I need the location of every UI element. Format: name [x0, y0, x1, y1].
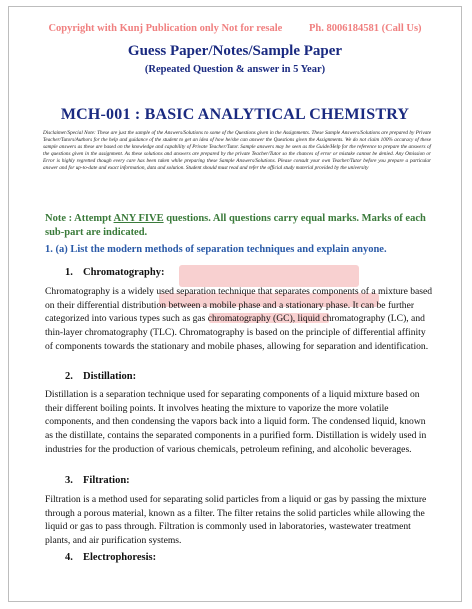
section-number: 1.: [65, 267, 73, 278]
note-prefix: Note : Attempt: [45, 213, 114, 224]
exam-note: [45, 212, 429, 239]
course-title: MCH-001 : BASIC ANALYTICAL CHEMISTRY: [60, 106, 410, 123]
phone-text: Ph. 8006184581 (Call Us): [308, 23, 422, 34]
question-heading: 1. (a) List the modern methods of separation techniques and explain anyone.: [45, 244, 387, 255]
section-body-chromatography: Chromatography is a widely used separation technique that separates components of a mixture based on their differential distribution between a mobile phase and a stationary phase. It can be further categorized into various types such as gas chromatography (GC), liquid chromatography (LC), and thin-layer chromatography (TLC). Chromatography is based on the principle of differential affinity of components towards the stationary and mobile phases, allowing for separation and identification.: [45, 286, 433, 352]
section-title: Electrophoresis:: [83, 552, 157, 563]
section-title: Filtration:: [83, 475, 130, 486]
section-heading-electrophoresis: [65, 552, 156, 563]
section-heading-filtration: [65, 475, 130, 486]
section-body-distillation: Distillation is a separation technique used for separating components of a liquid mixture based on their different boiling points. It involves heating the mixture to vaporize the more volatile components, and then condensing the vapors back into a liquid form. The condensed liquid, known as the distillate, contains the separated components in a purified form. Distillation is widely used in industries for the production of various chemicals, petroleum refining, and alcoholic beverages.: [45, 389, 427, 455]
section-title: Chromatography:: [83, 267, 165, 278]
section-number: 4.: [65, 552, 73, 563]
disclaimer-text: Disclaimer/Special Note: These are just the sample of the Answers/Solutions to some of the Questions given in the Assignments. These Sample Answers/Solutions are prepared by Private Teacher/Tutors/Authors for the help and guidance of the student to get an idea of how he/she can answer the Questions given the Assignments. We do not claim 100% accuracy of these sample answers as these are based on the knowledge and capability of Private Teacher/Tutor. Sample answers may be seen as the Guide/Help for the reference to prepare the answers of the questions given in the assignment. As these solutions and answers are prepared by the private Teacher/Tutor so the chances of error or mistake cannot be denied. Any Omission or Error is highly regretted though every care has been taken while preparing these Sample Answers/Solutions. Please consult your own Teacher/Tutor before you prepare a particular answer and for up-to-date and exact information, data and solution. Student should must read and refer the official study material provided by the university: [43, 130, 431, 171]
section-number: 2.: [65, 371, 73, 382]
sub-title: (Repeated Question & answer in 5 Year): [144, 64, 326, 75]
copyright-text: Copyright with Kunj Publication only Not for resale: [48, 23, 283, 34]
section-title: Distillation:: [83, 371, 137, 382]
note-emphasis: ANY FIVE: [113, 213, 164, 224]
section-heading-chromatography: [65, 267, 164, 278]
section-body-filtration: Filtration is a method used for separating solid particles from a liquid or gas by passing the mixture through a porous material, known as a filter. The filter retains the solid particles while allowing the liquid or gas to pass through. Filtration is commonly used in laboratories, wastewater treatment plants, and air purification systems.: [45, 494, 427, 547]
section-number: 3.: [65, 475, 73, 486]
section-heading-distillation: [65, 371, 136, 382]
main-title: Guess Paper/Notes/Sample Paper: [127, 43, 343, 59]
note-suffix: questions. All questions carry equal marks. Marks of each sub-part are indicated.: [45, 213, 426, 238]
copyright-line: [9, 23, 461, 34]
document-page: [8, 6, 462, 602]
